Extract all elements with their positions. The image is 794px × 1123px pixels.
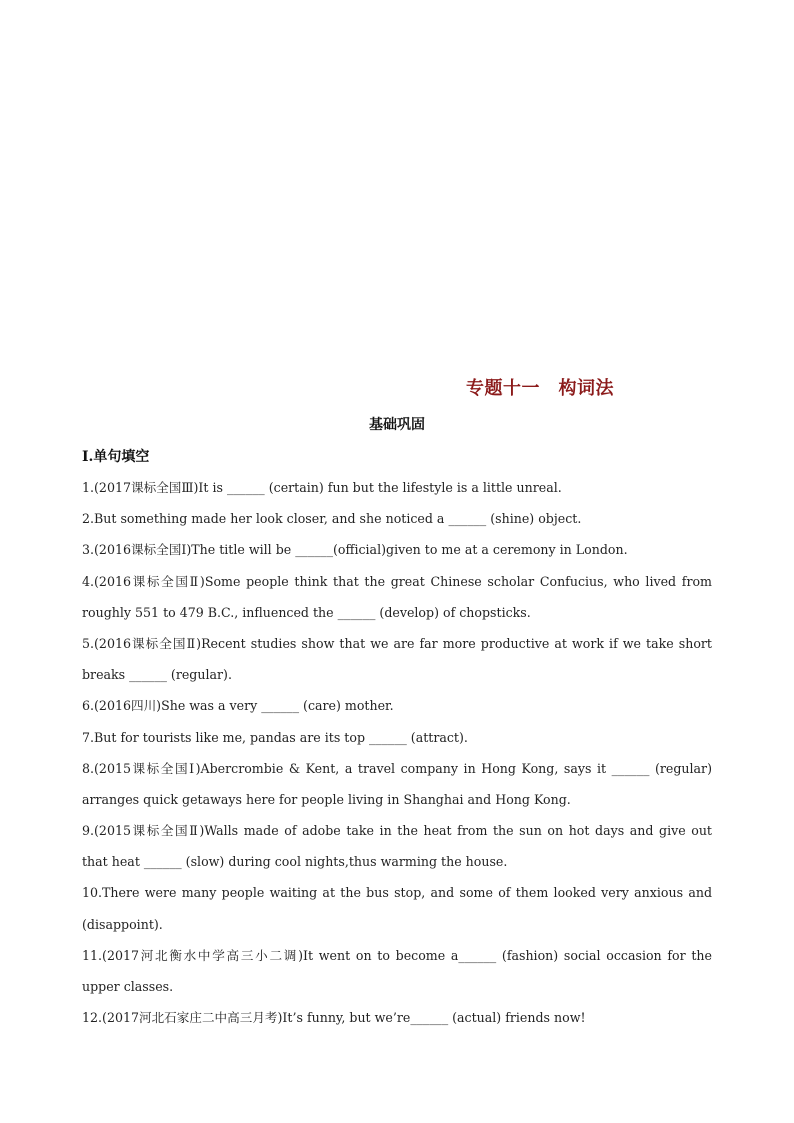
question-line: 6.(2016四川)She was a very ______ (care) mother. (82, 698, 394, 714)
question-line: roughly 551 to 479 B.C., influenced the ______ (develop) of chopsticks. (82, 604, 531, 620)
question-line: 10.There were many people waiting at the bus stop, and some of them looked very anxious and (82, 885, 712, 901)
question-line: 12.(2017河北石家庄二中高三月考)It’s funny, but we’re______ (actual) friends now! (82, 1010, 586, 1026)
question-line: that heat ______ (slow) during cool nights,thus warming the house. (82, 854, 508, 870)
question-line: 1.(2017课标全国Ⅲ)It is ______ (certain) fun but the lifestyle is a little unreal. (82, 480, 562, 495)
question-line: 8.(2015课标全国Ⅰ)Abercrombie & Kent, a travel company in Hong Kong, says it ______ (regular) (82, 760, 712, 776)
question-line: 2.But something made her look closer, and she noticed a ______ (shine) object. (82, 511, 582, 527)
question-line: 11.(2017河北衡水中学高三小二调)It went on to become a______ (fashion) social occasion for the (82, 947, 712, 963)
question-line: 7.But for tourists like me, pandas are its top ______ (attract). (82, 729, 468, 745)
question-line: 5.(2016课标全国Ⅱ)Recent studies show that we are far more productive at work if we take short (82, 635, 712, 651)
page-title: 专题十一 构词法 (466, 378, 614, 399)
question-line: upper classes. (82, 979, 174, 994)
section-heading: 基础巩固 (369, 417, 425, 433)
part-heading: Ⅰ.单句填空 (82, 449, 150, 465)
question-line: 9.(2015课标全国Ⅱ)Walls made of adobe take in the heat from the sun on hot days and give out (82, 823, 712, 839)
question-line: (disappoint). (82, 916, 163, 932)
question-list (82, 472, 712, 1033)
question-line: breaks ______ (regular). (82, 667, 232, 683)
question-line: 3.(2016课标全国Ⅰ)The title will be ______(official)given to me at a ceremony in London. (82, 542, 628, 558)
question-line: arranges quick getaways here for people living in Shanghai and Hong Kong. (82, 791, 571, 807)
question-line: 4.(2016课标全国Ⅱ)Some people think that the great Chinese scholar Confucius, who lived from (82, 573, 712, 589)
